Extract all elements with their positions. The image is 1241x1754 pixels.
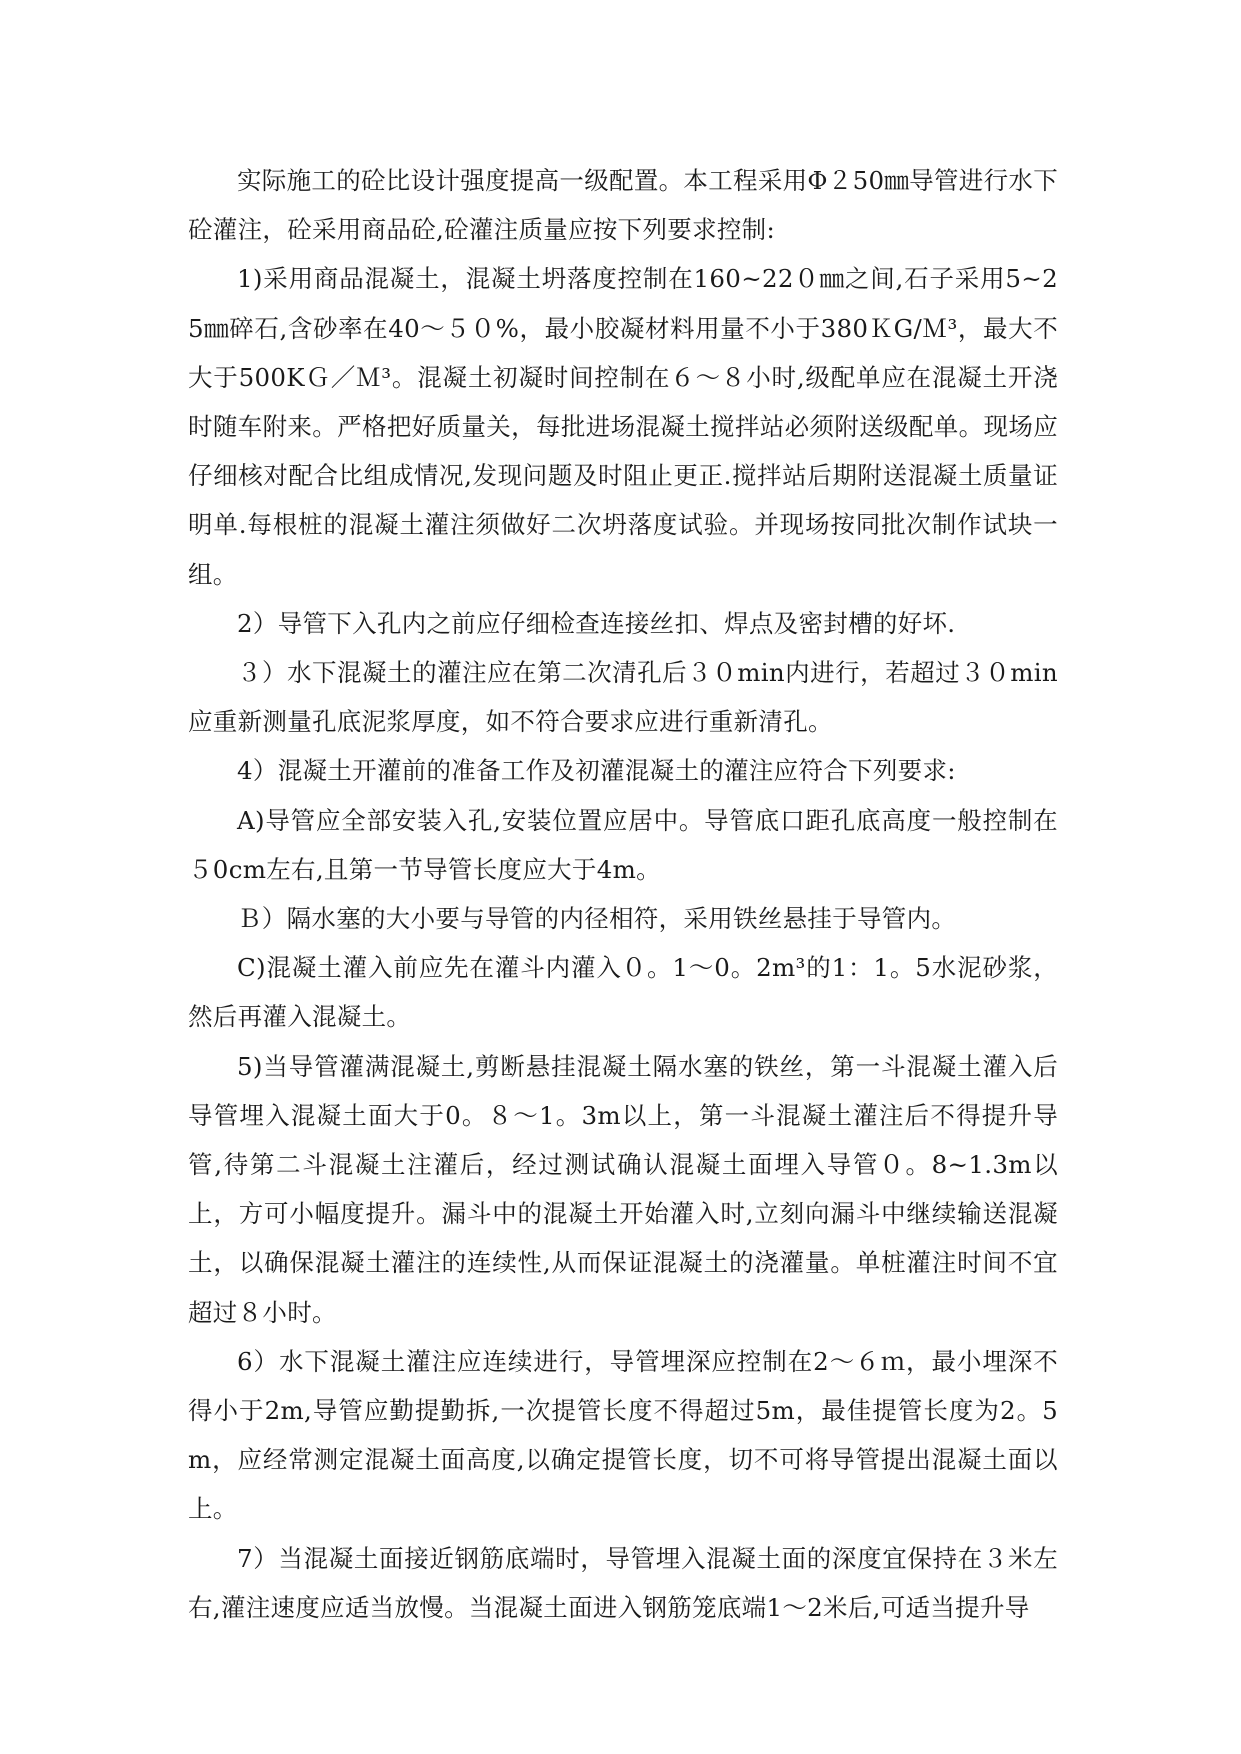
paragraph-item-2: 2）导管下入孔内之前应仔细检查连接丝扣、焊点及密封槽的好坏. bbox=[237, 608, 956, 638]
paragraph-item-4: 4）混凝土开灌前的准备工作及初灌混凝土的灌注应符合下列要求: bbox=[237, 756, 956, 786]
paragraph-item-1: 1)采用商品混凝土，混凝土坍落度控制在160~22０㎜之间,石子采用5~25㎜碎石,含砂率在40～５０%，最小胶凝材料用量不小于380ＫG/Ｍ³，最大不大于500KＧ／Ｍ³。混凝土初凝时间控制在６～８小时,级配单应在混凝土开浇时随车附来。严格把好质量关，每批进场混凝土搅拌站必须附送级配单。现场应仔细核对配合比组成情况,发现问题及时阻止更正.搅拌站后期附送混凝土质量证明单.每根桩的混凝土灌注须做好二次坍落度试验。并现场按同批次制作试块一组。 bbox=[188, 264, 1058, 589]
paragraph-item-6: 6）水下混凝土灌注应连续进行，导管埋深应控制在2～６ｍ，最小埋深不得小于2m,导管应勤提勤拆,一次提管长度不得超过5m，最佳提管长度为2。5m，应经常测定混凝土面高度,以确定提管长度，切不可将导管提出混凝土面以上。 bbox=[188, 1346, 1058, 1524]
paragraph-item-7: 7）当混凝土面接近钢筋底端时，导管埋入混凝土面的深度宜保持在３米左右,灌注速度应适当放慢。当混凝土面进入钢筋笼底端1～2米后,可适当提升导 bbox=[188, 1543, 1058, 1622]
document-body bbox=[188, 156, 1058, 1632]
paragraph-item-4b: Ｂ）隔水塞的大小要与导管的内径相符，采用铁丝悬挂于导管内。 bbox=[237, 904, 957, 934]
paragraph-item-4a: A)导管应全部安装入孔,安装位置应居中。导管底口距孔底高度一般控制在５0cm左右,且第一节导管长度应大于4m。 bbox=[188, 805, 1058, 884]
paragraph-item-5: 5)当导管灌满混凝土,剪断悬挂混凝土隔水塞的铁丝，第一斗混凝土灌入后导管埋入混凝土面大于0。８～1。3m以上，第一斗混凝土灌注后不得提升导管,待第二斗混凝土注灌后，经过测试确认混凝土面埋入导管０。8~1.3m以上，方可小幅度提升。漏斗中的混凝土开始灌入时,立刻向漏斗中继续输送混凝土，以确保混凝土灌注的连续性,从而保证混凝土的浇灌量。单桩灌注时间不宜超过８小时。 bbox=[188, 1051, 1058, 1327]
paragraph-item-4c: C)混凝土灌入前应先在灌斗内灌入０。1～0。2m³的1：1。5水泥砂浆，然后再灌入混凝土。 bbox=[188, 953, 1058, 1032]
paragraph-item-3: ３）水下混凝土的灌注应在第二次清孔后３０min内进行，若超过３０min应重新测量孔底泥浆厚度，如不符合要求应进行重新清孔。 bbox=[188, 658, 1058, 737]
paragraph-intro: 实际施工的砼比设计强度提高一级配置。本工程采用Φ２50㎜导管进行水下砼灌注，砼采用商品砼,砼灌注质量应按下列要求控制: bbox=[188, 166, 1058, 245]
